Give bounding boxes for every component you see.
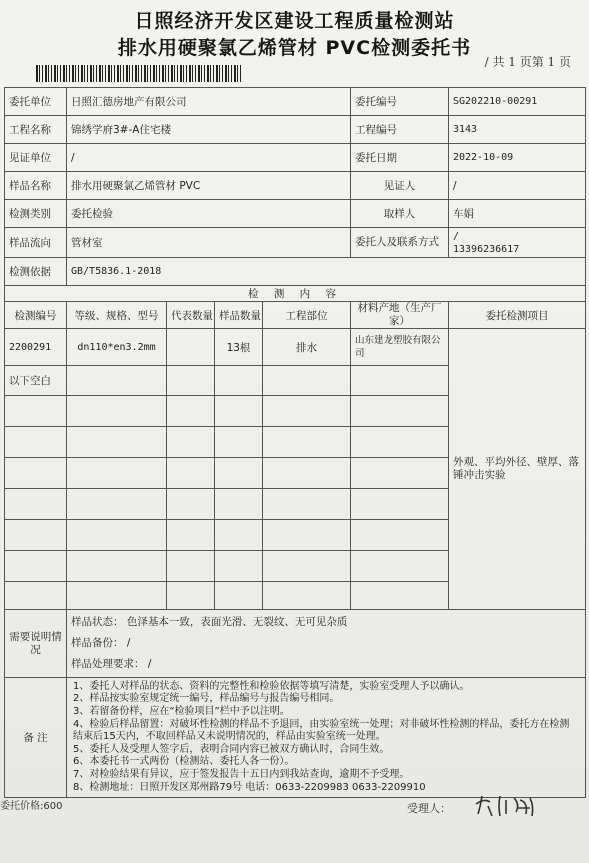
row-remarks bbox=[5, 678, 586, 798]
cell-rep-qty bbox=[167, 329, 215, 366]
contact-value bbox=[449, 228, 586, 258]
document-subtitle: 排水用硬聚氯乙烯管材 PVC检测委托书 bbox=[117, 37, 472, 59]
receiver-signature bbox=[470, 790, 540, 822]
col-header-location: 工程部位 bbox=[263, 302, 351, 329]
row-flow bbox=[5, 228, 586, 258]
remark-item: 5、委托人及受理人签字后，表明合同内容已被双方确认时，合同生效。 bbox=[73, 743, 390, 755]
table-row bbox=[5, 329, 586, 366]
client-value: 日照汇德房地产有限公司 bbox=[67, 88, 351, 116]
row-explanation bbox=[5, 610, 586, 678]
cell-test-items: 外观、平均外径、壁厚、落锤冲击实验 bbox=[449, 329, 586, 610]
project-label: 工程名称 bbox=[5, 116, 67, 144]
commission-price: 委托价格:600 bbox=[0, 801, 63, 812]
sample-name-value: 排水用硬聚氯乙烯管材 PVC bbox=[67, 172, 351, 200]
sample-backup: 样品备份： / bbox=[71, 637, 131, 649]
remark-item: 3、若留备份样，应在“检验项目”栏中予以注明。 bbox=[73, 706, 290, 718]
cell-sample-qty bbox=[215, 366, 263, 396]
basis-value: GB/T5836.1-2018 bbox=[67, 258, 586, 286]
barcode bbox=[36, 65, 242, 82]
row-sample-name bbox=[5, 172, 586, 200]
test-type-value: 委托检验 bbox=[67, 200, 351, 228]
explanation-content bbox=[67, 610, 586, 678]
date-value: 2022-10-09 bbox=[449, 144, 586, 172]
explanation-label: 需要说明情况 bbox=[5, 610, 67, 678]
sample-name-label: 样品名称 bbox=[5, 172, 67, 200]
flow-value: 管材室 bbox=[67, 228, 351, 258]
remark-item: 7、对检验结果有异议，应于签发报告十五日内到我站查询，逾期不予受理。 bbox=[73, 768, 410, 780]
contact-label: 委托人及联系方式 bbox=[351, 228, 449, 258]
flow-label: 样品流向 bbox=[5, 228, 67, 258]
row-project bbox=[5, 116, 586, 144]
cell-location bbox=[263, 366, 351, 396]
project-no-value: 3143 bbox=[449, 116, 586, 144]
sample-disposal: 样品处理要求： / bbox=[71, 658, 152, 670]
remark-item: 1、委托人对样品的状态、资料的完整性和检验依据等填写清楚，实验室受理人予以确认。 bbox=[73, 680, 470, 692]
document-title: 日照经济开发区建设工程质量检测站 bbox=[134, 10, 455, 32]
basis-label: 检测依据 bbox=[5, 258, 67, 286]
row-test-type bbox=[5, 200, 586, 228]
contact-value-line1: / bbox=[453, 230, 460, 242]
col-header-spec: 等级、规格、型号 bbox=[67, 302, 167, 329]
date-label: 委托日期 bbox=[351, 144, 449, 172]
remark-item: 8、检测地址：日照开发区郑州路79号 电话：0633-2209983 0633-2209910 bbox=[73, 781, 426, 793]
receiver-label: 受理人： bbox=[407, 802, 451, 815]
test-type-label: 检测类别 bbox=[5, 200, 67, 228]
sampler-label: 取样人 bbox=[351, 200, 449, 228]
client-label: 委托单位 bbox=[5, 88, 67, 116]
cell-spec: dn110*en3.2mm bbox=[67, 329, 167, 366]
commission-form-table bbox=[4, 87, 586, 798]
remarks-label: 备 注 bbox=[5, 678, 67, 798]
col-header-origin: 材料产地（生产厂家） bbox=[351, 302, 449, 329]
page-info: / 共 1 页第 1 页 bbox=[484, 55, 571, 69]
witness-unit-label: 见证单位 bbox=[5, 144, 67, 172]
witness-value: / bbox=[449, 172, 586, 200]
cell-origin: 山东建龙塑胶有限公司 bbox=[351, 329, 449, 366]
col-header-test-items: 委托检测项目 bbox=[449, 302, 586, 329]
remarks-content bbox=[67, 678, 586, 798]
cell-location: 排水 bbox=[263, 329, 351, 366]
cell-test-no: 以下空白 bbox=[5, 366, 67, 396]
cell-test-no: 2200291 bbox=[5, 329, 67, 366]
project-value: 锦绣学府3#-A住宅楼 bbox=[67, 116, 351, 144]
row-client bbox=[5, 88, 586, 116]
contact-value-line2: 13396236617 bbox=[453, 243, 520, 255]
project-no-label: 工程编号 bbox=[351, 116, 449, 144]
cell-sample-qty: 13根 bbox=[215, 329, 263, 366]
commission-no-value: SG202210-00291 bbox=[449, 88, 586, 116]
row-section-title bbox=[5, 286, 586, 302]
cell-rep-qty bbox=[167, 366, 215, 396]
remark-item: 6、本委托书一式两份（检测站、委托人各一份）。 bbox=[73, 756, 295, 768]
row-column-headers bbox=[5, 302, 586, 329]
col-header-sample-qty: 样品数量 bbox=[215, 302, 263, 329]
commission-no-label: 委托编号 bbox=[351, 88, 449, 116]
sample-status: 样品状态： 色泽基本一致，表面光滑、无裂纹、无可见杂质 bbox=[71, 616, 348, 628]
col-header-rep-qty: 代表数量 bbox=[167, 302, 215, 329]
row-witness-unit bbox=[5, 144, 586, 172]
remark-item: 4、检验后样品留置：对破坏性检测的样品不予退回，由实验室统一处理；对非破坏性检测的样品，委托方在检测结束后15天内，不取回样品又未说明情况的，样品由实验室统一处理。 bbox=[73, 718, 570, 743]
remark-item: 2、样品按实验室规定统一编号，样品编号与报告编号相同。 bbox=[73, 693, 340, 705]
col-header-test-no: 检测编号 bbox=[5, 302, 67, 329]
sampler-value: 车娟 bbox=[449, 200, 586, 228]
cell-origin bbox=[351, 366, 449, 396]
row-basis bbox=[5, 258, 586, 286]
witness-label: 见证人 bbox=[351, 172, 449, 200]
cell-spec bbox=[67, 366, 167, 396]
section-title: 检 测 内 容 bbox=[5, 286, 586, 302]
witness-unit-value: / bbox=[67, 144, 351, 172]
